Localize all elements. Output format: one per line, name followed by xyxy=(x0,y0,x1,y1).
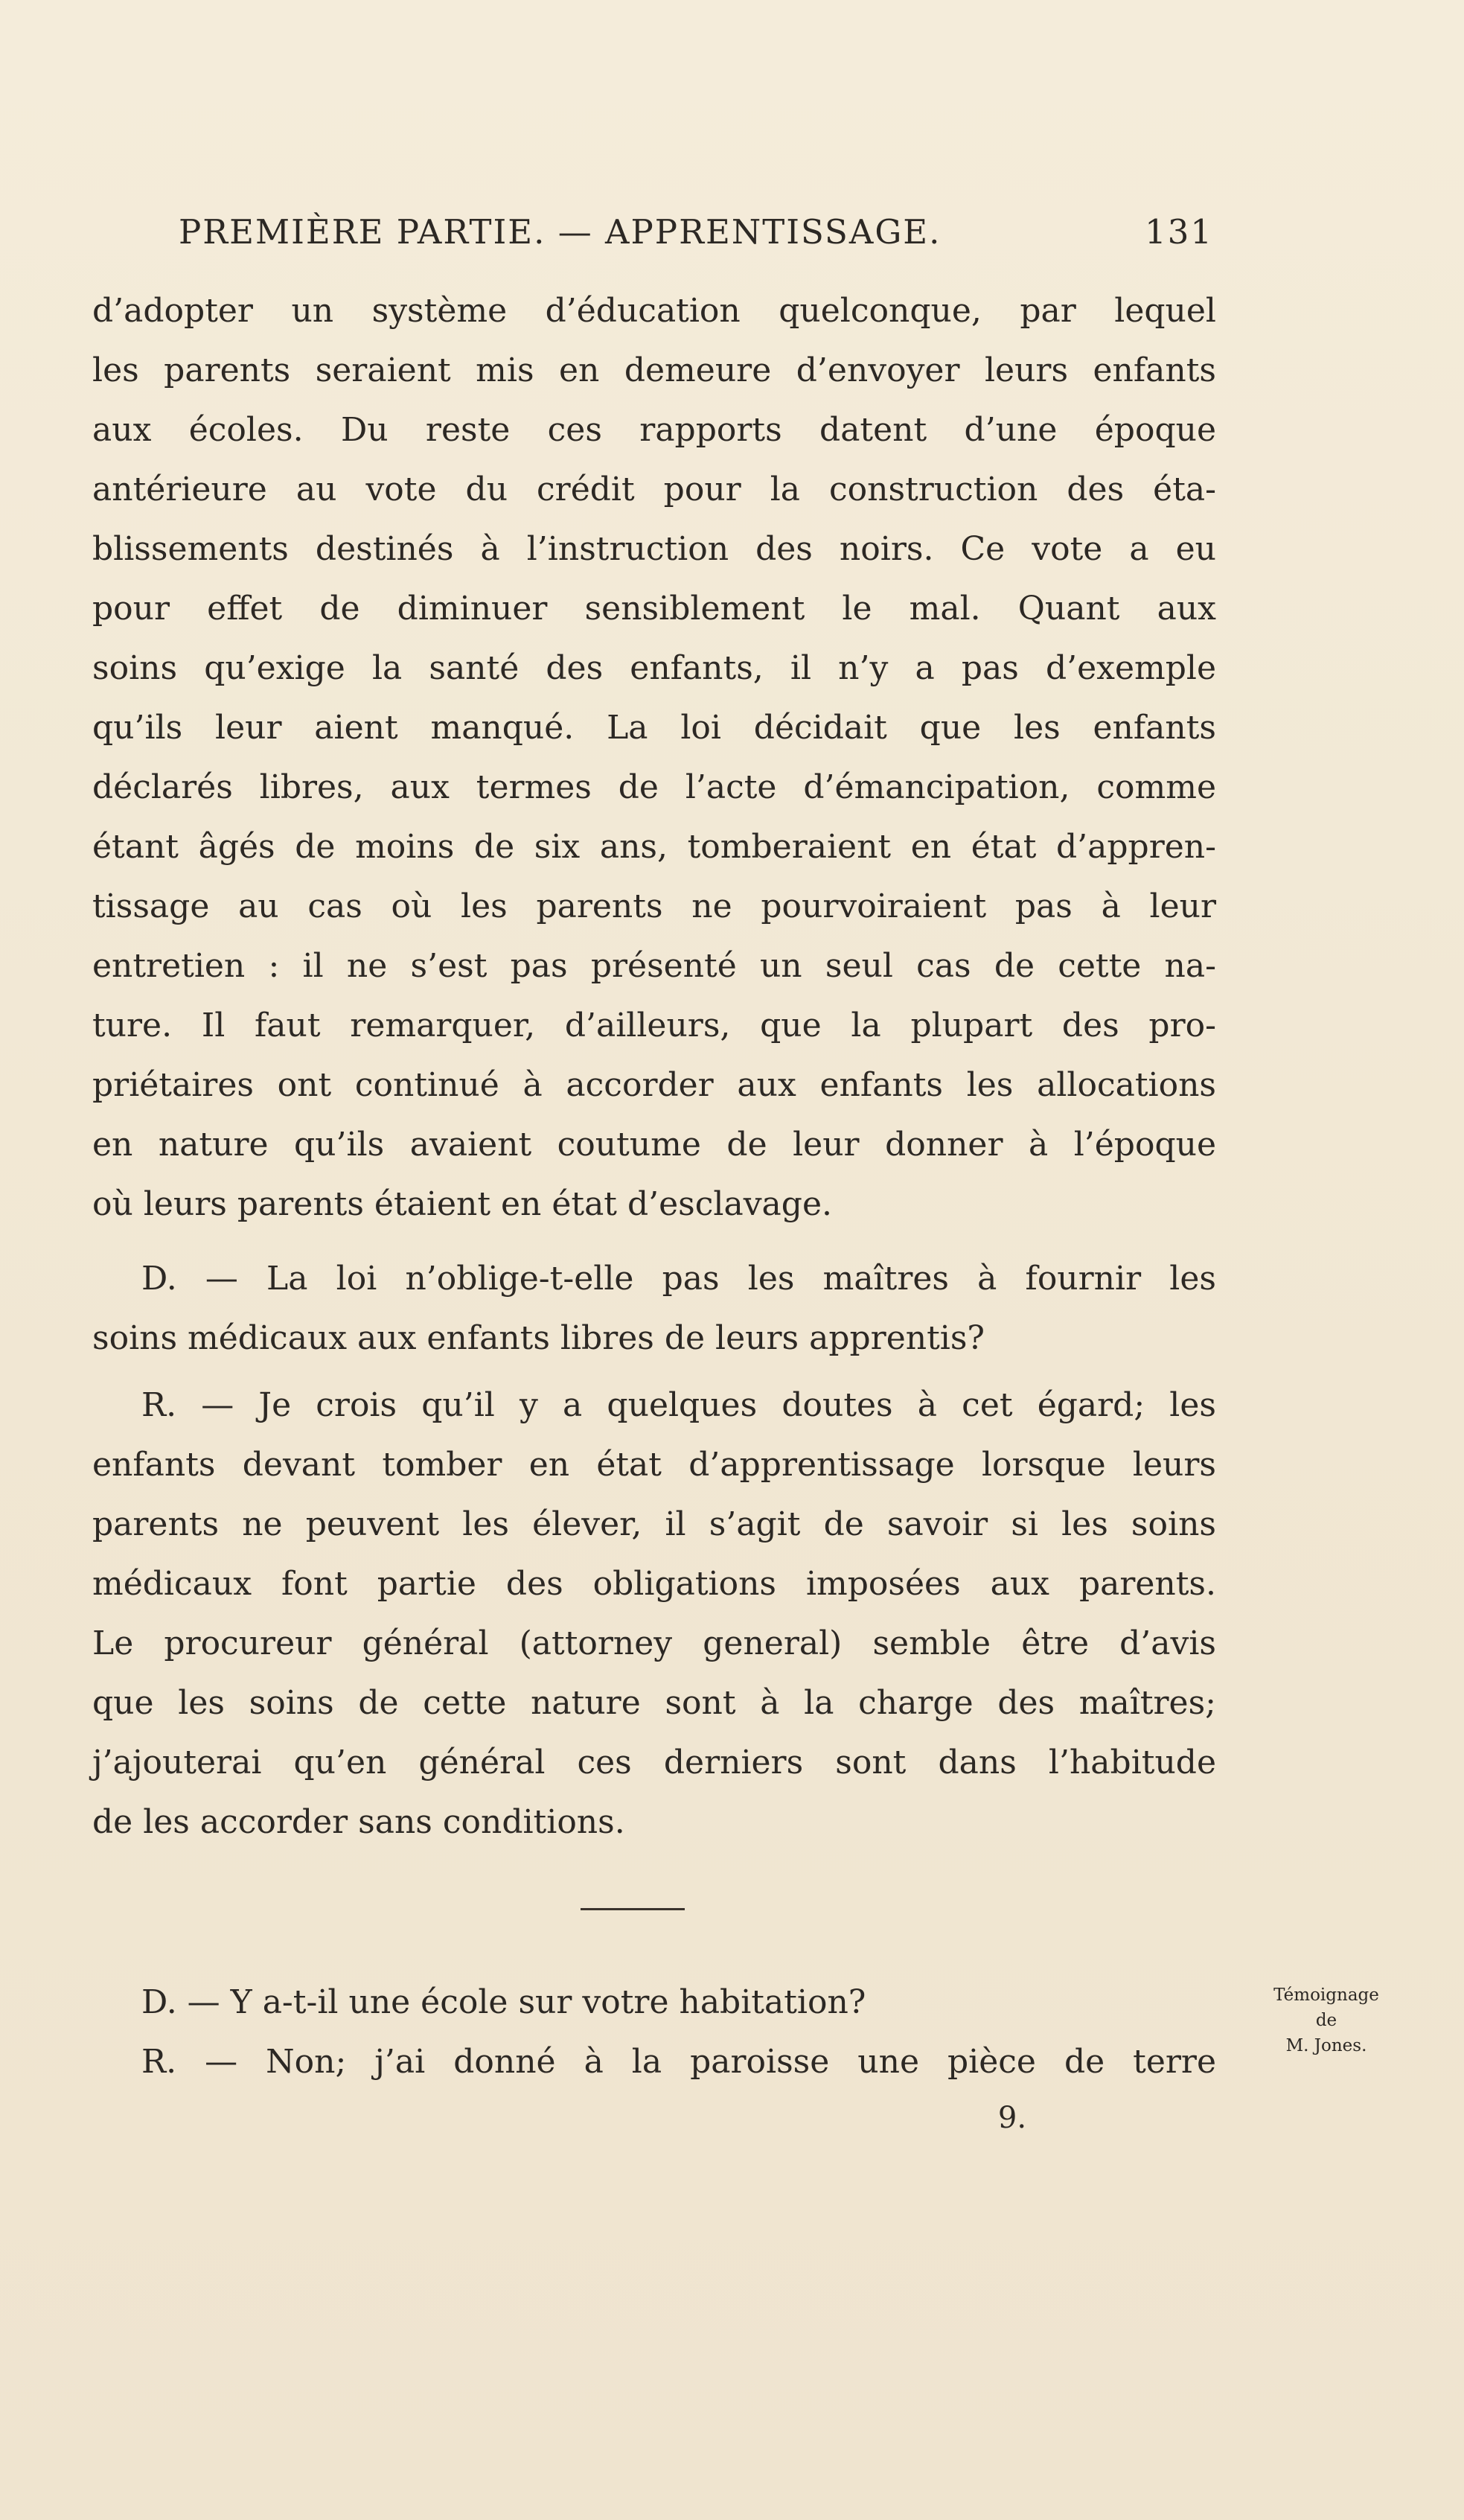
text-line: en nature qu’ils avaient coutume de leur donner à l’époque xyxy=(92,1126,1216,1164)
text-line: soins médicaux aux enfants libres de leurs apprentis? xyxy=(92,1319,985,1357)
running-header xyxy=(179,212,1213,257)
text-line: qu’ils leur aient manqué. La loi décidait que les enfants xyxy=(92,709,1216,747)
margin-note-line: Témoignage xyxy=(1273,1985,1379,2005)
text-line: étant âgés de moins de six ans, tomberaient en état d’appren- xyxy=(92,828,1216,866)
text-line: que les soins de cette nature sont à la charge des maîtres; xyxy=(92,1684,1216,1722)
question-line: D. — Y a-t-il une école sur votre habitation? xyxy=(141,1983,866,2021)
text-line: médicaux font partie des obligations imposées aux parents. xyxy=(92,1565,1216,1603)
text-line: antérieure au vote du crédit pour la construction des éta- xyxy=(92,470,1216,508)
text-line: d’adopter un système d’éducation quelconque, par lequel xyxy=(92,292,1216,330)
answer-line: R. — Je crois qu’il y a quelques doutes à cet égard; les xyxy=(141,1386,1216,1424)
section-divider xyxy=(581,1908,685,1910)
text-line: blissements destinés à l’instruction des noirs. Ce vote a eu xyxy=(92,530,1216,568)
margin-note-line: M. Jones. xyxy=(1285,2036,1367,2055)
text-line: les parents seraient mis en demeure d’envoyer leurs enfants xyxy=(92,351,1216,389)
text-line: déclarés libres, aux termes de l’acte d’émancipation, comme xyxy=(92,768,1216,806)
text-line: où leurs parents étaient en état d’esclavage. xyxy=(92,1185,832,1223)
answer-line: R. — Non; j’ai donné à la paroisse une pièce de terre xyxy=(141,2043,1216,2081)
question-line: D. — La loi n’oblige-t-elle pas les maîtres à fournir les xyxy=(141,1260,1216,1298)
text-line: ture. Il faut remarquer, d’ailleurs, que la plupart des pro- xyxy=(92,1007,1216,1044)
text-line: de les accorder sans conditions. xyxy=(92,1803,625,1841)
running-title: PREMIÈRE PARTIE. — APPRENTISSAGE. xyxy=(179,212,942,252)
text-line: parents ne peuvent les élever, il s’agit de savoir si les soins xyxy=(92,1505,1216,1543)
text-line: aux écoles. Du reste ces rapports datent d’une époque xyxy=(92,411,1216,449)
page-number: 131 xyxy=(1145,212,1213,252)
text-line: priétaires ont continué à accorder aux enfants les allocations xyxy=(92,1066,1216,1104)
text-line: j’ajouterai qu’en général ces derniers sont dans l’habitude xyxy=(92,1744,1216,1781)
signature-mark: 9. xyxy=(997,2101,1027,2135)
text-line: Le procureur général (attorney general) semble être d’avis xyxy=(92,1624,1216,1662)
text-line: soins qu’exige la santé des enfants, il n’y a pas d’exemple xyxy=(92,649,1216,687)
text-line: enfants devant tomber en état d’apprentissage lorsque leurs xyxy=(92,1446,1216,1484)
text-line: pour effet de diminuer sensiblement le mal. Quant aux xyxy=(92,590,1216,628)
text-line: tissage au cas où les parents ne pourvoiraient pas à leur xyxy=(92,887,1216,925)
margin-note xyxy=(1259,1982,1393,2058)
margin-note-line: de xyxy=(1315,2011,1337,2030)
text-line: entretien : il ne s’est pas présenté un seul cas de cette na- xyxy=(92,947,1216,985)
